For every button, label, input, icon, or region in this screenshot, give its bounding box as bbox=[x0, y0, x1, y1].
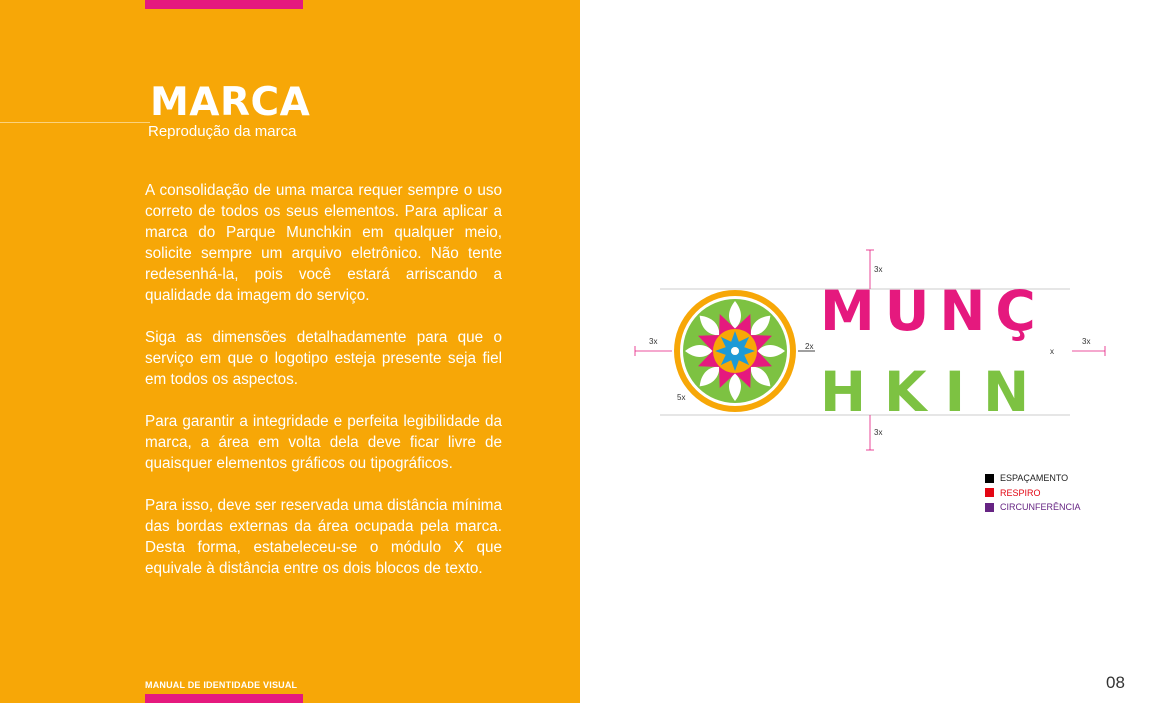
dim-circle-label: 5x bbox=[677, 393, 686, 402]
mandala-emblem bbox=[674, 290, 796, 412]
paragraph: Para isso, deve ser reservada uma distância mínima das bordas externas da área ocupada pela marca. Desta forma, estabeleceu-se o módulo X que equivale à distância entre os dois blocos de texto. bbox=[145, 497, 502, 577]
dim-left-label: 3x bbox=[649, 337, 658, 346]
legend-item bbox=[985, 471, 1081, 486]
footer-label: MANUAL DE IDENTIDADE VISUAL bbox=[145, 680, 298, 690]
legend-label: ESPAÇAMENTO bbox=[1000, 473, 1069, 484]
paragraph: Para garantir a integridade e perfeita legibilidade da marca, a área em volta dela deve ficar livre de quaisquer elementos gráficos ou tipográficos. bbox=[145, 413, 502, 472]
top-accent-bar bbox=[145, 0, 303, 9]
legend-label: CIRCUNFERÊNCIA bbox=[1000, 502, 1081, 513]
logo-wordmark-line1: MUNÇ bbox=[820, 279, 1046, 343]
dim-top-label: 3x bbox=[874, 265, 883, 274]
title-rule bbox=[0, 122, 150, 123]
legend-swatch bbox=[985, 503, 994, 512]
body-text bbox=[145, 180, 502, 600]
paragraph: Siga as dimensões detalhadamente para que o serviço em que o logotipo esteja presente seja fiel em todos os aspectos. bbox=[145, 329, 502, 388]
legend-item bbox=[985, 486, 1081, 501]
legend-item bbox=[985, 500, 1081, 515]
page-number: 08 bbox=[1106, 673, 1125, 692]
bottom-accent-bar bbox=[145, 694, 303, 703]
dim-bottom-label: 3x bbox=[874, 428, 883, 437]
paragraph: A consolidação de uma marca requer sempre o uso correto de todos os seus elementos. Para aplicar a marca do Parque Munchkin em qualquer meio, solicite sempre um arquivo eletrônico. Não tente redesenhá-la, pois você estará arriscando a qualidade da imagem do serviço. bbox=[145, 182, 502, 304]
legend-label: RESPIRO bbox=[1000, 487, 1041, 498]
dim-right-label: 3x bbox=[1082, 337, 1091, 346]
dim-module-label: x bbox=[1050, 347, 1054, 356]
page-subtitle: Reprodução da marca bbox=[148, 123, 297, 140]
dim-gap-label: 2x bbox=[805, 342, 814, 351]
legend-swatch bbox=[985, 474, 994, 483]
legend bbox=[985, 471, 1081, 515]
logo-wordmark-line2: HKIN bbox=[820, 360, 1048, 424]
page-title: MARCA bbox=[150, 80, 311, 125]
logo-clearance-diagram bbox=[630, 245, 1110, 455]
legend-swatch bbox=[985, 488, 994, 497]
